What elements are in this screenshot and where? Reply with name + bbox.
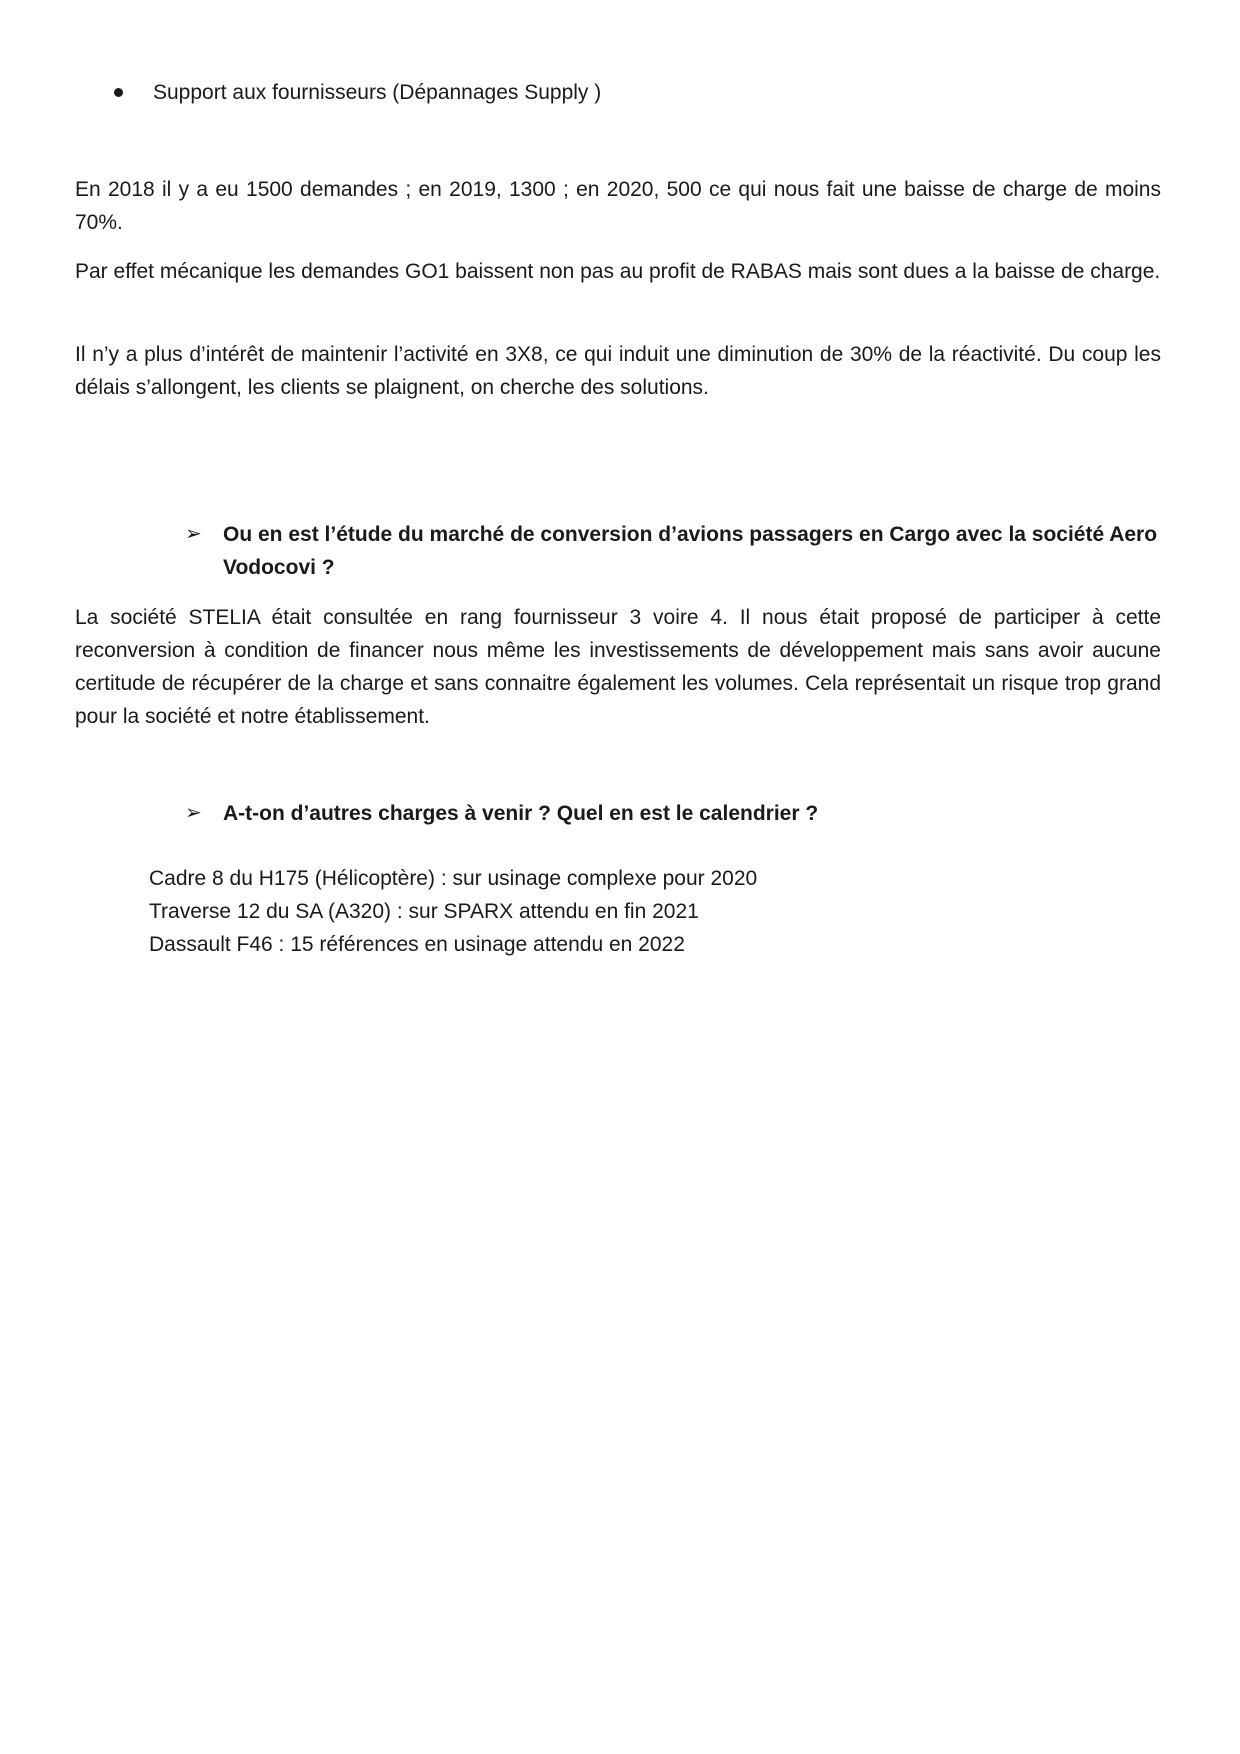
bullet-dot-icon	[114, 88, 123, 97]
paragraph-effet-mecanique: Par effet mécanique les demandes GO1 baissent non pas au profit de RABAS mais sont dues a la baisse de charge.	[75, 260, 1161, 283]
paragraph-stelia: La société STELIA était consultée en rang fournisseur 3 voire 4. Il nous était proposé de participer à cette reconversion à condition de financer nous même les investissements de développement mais sans avoir aucune certitude de récupérer de la charge et sans connaitre également les volumes. Cela représentait un risque trop grand pour la société et notre établissement.	[75, 606, 1161, 728]
bullet-item	[110, 76, 1110, 109]
arrow-bullet-icon: ➢	[185, 802, 202, 824]
heading-charges-a-venir-text: A-t-on d’autres charges à venir ? Quel en est le calendrier ?	[223, 802, 819, 825]
heading-etude-marche	[185, 518, 1161, 584]
paragraph-demandes: En 2018 il y a eu 1500 demandes ; en 2019, 1300 ; en 2020, 500 ce qui nous fait une baisse de charge de moins 70%.	[75, 178, 1161, 234]
paragraph-activite-3x8: Il n’y a plus d’intérêt de maintenir l’activité en 3X8, ce qui induit une diminution de 30% de la réactivité. Du coup les délais s’allongent, les clients se plaignent, on cherche des solutions.	[75, 343, 1161, 399]
schedule-line: Dassault F46 : 15 références en usinage attendu en 2022	[149, 933, 685, 956]
arrow-bullet-icon: ➢	[185, 523, 202, 545]
bullet-text: Support aux fournisseurs (Dépannages Supply )	[153, 81, 602, 104]
heading-charges-a-venir	[185, 797, 1161, 830]
schedule-line: Cadre 8 du H175 (Hélicoptère) : sur usinage complexe pour 2020	[149, 867, 758, 890]
heading-etude-marche-text: Ou en est l’étude du marché de conversion d’avions passagers en Cargo avec la société Aero Vodocovi ?	[223, 523, 1158, 579]
schedule-line: Traverse 12 du SA (A320) : sur SPARX attendu en fin 2021	[149, 900, 699, 923]
